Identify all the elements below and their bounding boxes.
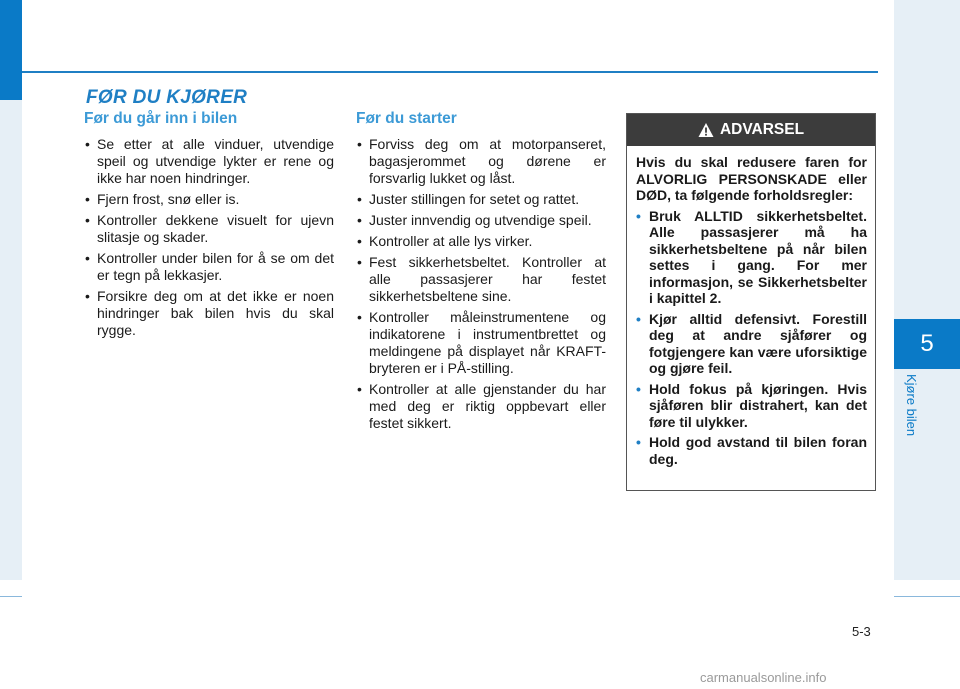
list-item: • Forviss deg om at motorpanseret, bagasjerommet og dørene er forsvarlig lukket og låst. — [356, 136, 606, 187]
warning-box — [626, 113, 876, 491]
list-item: • Kontroller under bilen for å se om det er tegn på lekkasjer. — [84, 250, 334, 284]
list-item: • Fjern frost, snø eller is. — [84, 191, 334, 208]
chapter-number: 5 — [894, 319, 960, 369]
chapter-title: Kjøre bilen — [904, 374, 919, 437]
list-item: • Juster stillingen for setet og rattet. — [356, 191, 606, 208]
right-margin-line — [894, 596, 960, 597]
page-number: 5-3 — [852, 624, 871, 639]
column-heading: Før du går inn i bilen — [84, 110, 238, 127]
warning-triangle-icon — [698, 122, 714, 138]
list-item: • Kontroller at alle lys virker. — [356, 233, 606, 250]
left-margin-accent — [0, 0, 22, 100]
column-heading: Før du starter — [356, 110, 457, 127]
warning-title: ADVARSEL — [719, 121, 805, 138]
warning-body — [627, 146, 875, 467]
list-item: • Juster innvendig og utvendige speil. — [356, 212, 606, 229]
list-item: • Kontroller at alle gjenstander du har med deg er riktig oppbevart eller festet sikkert. — [356, 381, 606, 432]
bullet-list — [84, 136, 334, 339]
list-item: • Fest sikkerhetsbeltet. Kontroller at alle passasjerer har festet sikkerhetsbeltene sine. — [356, 254, 606, 305]
list-item: • Forsikre deg om at det ikke er noen hindringer bak bilen hvis du skal rygge. — [84, 288, 334, 339]
list-item: • Kontroller måleinstrumentene og indikatorene i instrumentbrettet og meldingene på displayet når KRAFT-bryteren er i PÅ-stilling. — [356, 309, 606, 377]
left-margin-line — [0, 596, 22, 597]
warning-list — [636, 208, 867, 468]
warning-item: • Hold fokus på kjøringen. Hvis sjåføren blir distrahert, kan det føre til ulykker. — [636, 381, 867, 431]
warning-header — [627, 114, 875, 146]
column-before-starting — [356, 110, 606, 436]
top-rule — [22, 71, 878, 73]
column-before-entering — [84, 110, 334, 343]
warning-intro: Hvis du skal redusere faren for ALVORLIG PERSONSKADE eller DØD, ta følgende forholdsregler: — [636, 154, 867, 203]
bullet-list — [356, 136, 606, 432]
watermark-link[interactable]: carmanualsonline.info — [700, 670, 827, 685]
right-margin-bar — [894, 0, 960, 580]
list-item: • Kontroller dekkene visuelt for ujevn slitasje og skader. — [84, 212, 334, 246]
warning-item: • Kjør alltid defensivt. Forestill deg at andre sjåfører og fotgjengere kan være uforsiktige og gjøre feil. — [636, 311, 867, 377]
list-item: • Se etter at alle vinduer, utvendige speil og utvendige lykter er rene og ikke har noen hindringer. — [84, 136, 334, 187]
section-title: FØR DU KJØRER — [86, 87, 248, 108]
warning-item: • Hold god avstand til bilen foran deg. — [636, 434, 867, 467]
warning-item: • Bruk ALLTID sikkerhetsbeltet. Alle passasjerer må ha sikkerhetsbeltene på når bilen settes i gang. For mer informasjon, se Sikkerhetsbelter i kapittel 2. — [636, 208, 867, 307]
